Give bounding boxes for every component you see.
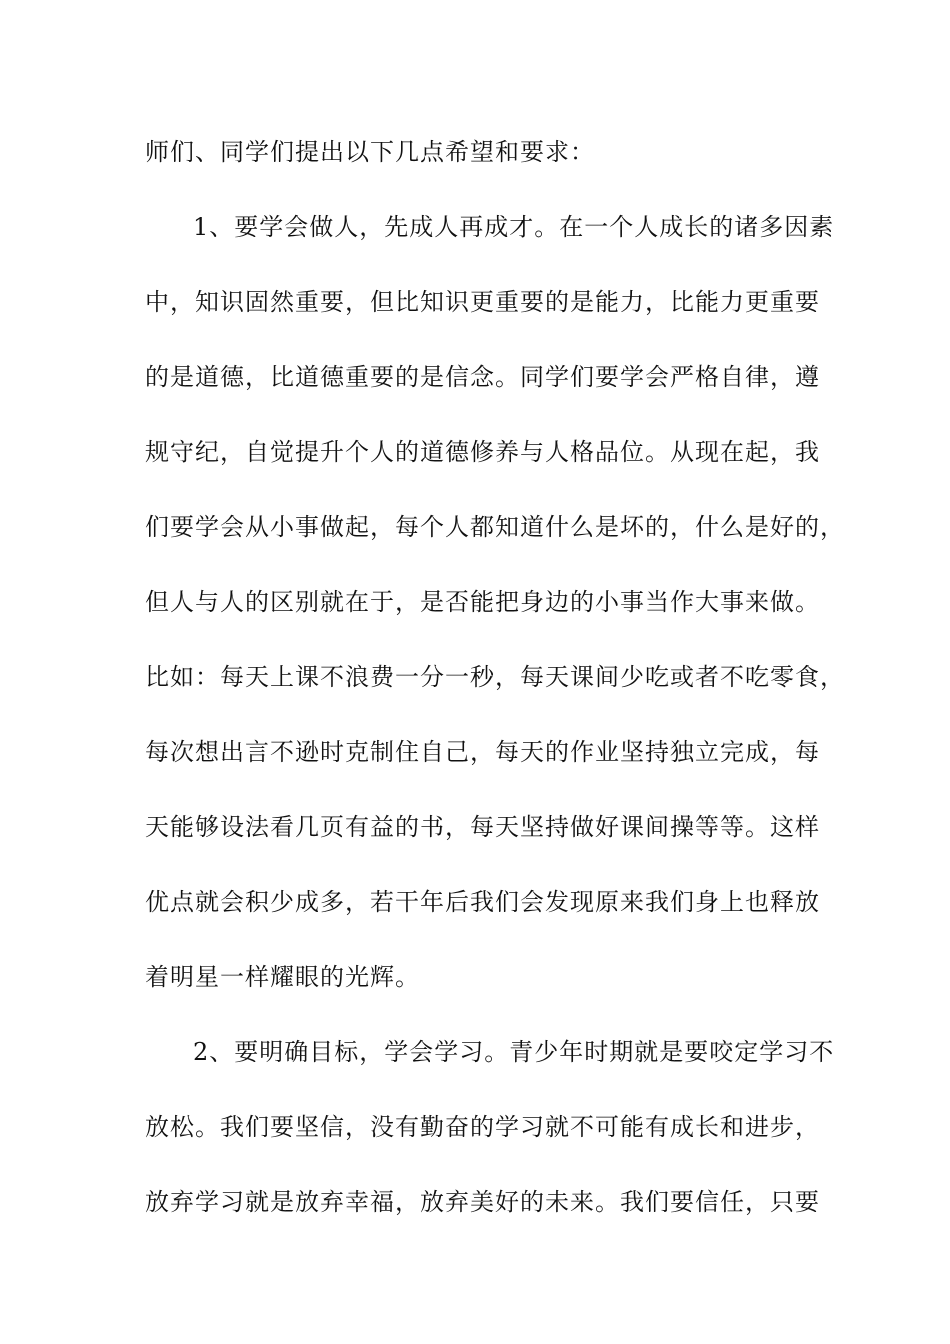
text-line: 天能够设法看几页有益的书，每天坚持做好课间操等等。这样 — [145, 813, 820, 841]
text-line: 放弃学习就是放弃幸福，放弃美好的未来。我们要信任，只要 — [145, 1188, 820, 1216]
paragraph-1-start: 1、要学会做人，先成人再成才。在一个人成长的诸多因素 — [193, 213, 835, 241]
text-line: 优点就会积少成多，若干年后我们会发现原来我们身上也释放 — [145, 888, 820, 916]
text-line: 们要学会从小事做起，每个人都知道什么是坏的，什么是好的， — [145, 513, 845, 541]
paragraph-2-start: 2、要明确目标，学会学习。青少年时期就是要咬定学习不 — [193, 1038, 835, 1066]
text-line: 规守纪，自觉提升个人的道德修养与人格品位。从现在起，我 — [145, 438, 820, 466]
text-line: 比如：每天上课不浪费一分一秒，每天课间少吃或者不吃零食， — [145, 663, 845, 691]
text-line: 中，知识固然重要，但比知识更重要的是能力，比能力更重要 — [145, 288, 820, 316]
text-line: 的是道德，比道德重要的是信念。同学们要学会严格自律，遵 — [145, 363, 820, 391]
text-line: 着明星一样耀眼的光辉。 — [145, 963, 420, 991]
text-line: 放松。我们要坚信，没有勤奋的学习就不可能有成长和进步， — [145, 1113, 820, 1141]
text-line: 但人与人的区别就在于，是否能把身边的小事当作大事来做。 — [145, 588, 820, 616]
text-line: 师们、同学们提出以下几点希望和要求： — [145, 138, 595, 166]
text-line: 每次想出言不逊时克制住自己，每天的作业坚持独立完成，每 — [145, 738, 820, 766]
